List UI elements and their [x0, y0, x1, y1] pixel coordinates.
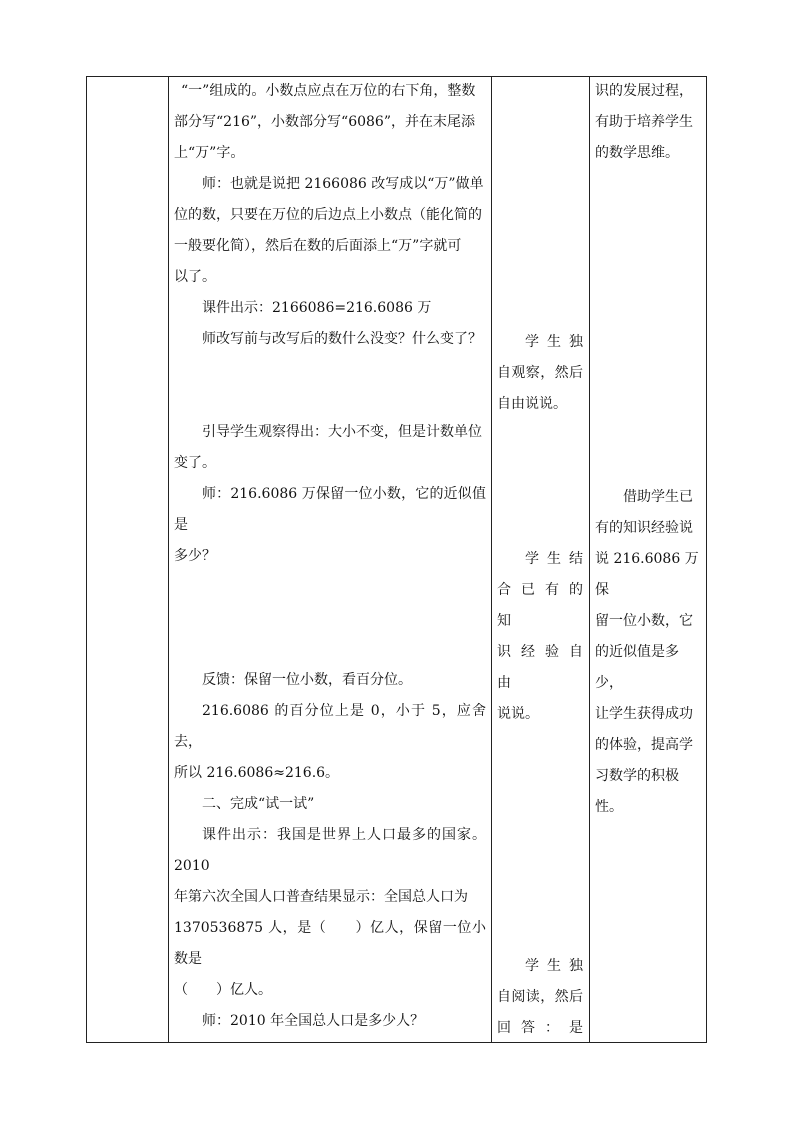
paragraph-7: 反馈：保留一位小数，看百分位。	[202, 672, 412, 688]
paragraph-4: 师改写前与改写后的数什么没变？什么变了？	[202, 331, 482, 347]
paragraph-11: 师：2010 年全国总人口是多少人？	[202, 1013, 425, 1029]
column-divider-3	[589, 76, 590, 1043]
column-divider-2	[491, 76, 492, 1043]
column-divider-1	[168, 76, 169, 1043]
paragraph-2: 师：也就是说把 2166086 改写成以“万”做单 位的数，只要在万位的后边点上小数点（能化简的 一般要化简），然后在数的后面添上“万”字就可 以了。	[174, 176, 484, 285]
design-intent-block-1: 识的发展过程， 有助于培养学生 的数学思维。	[595, 83, 693, 161]
student-activity-block-2: 学 生 结 合 已 有 的 知 识 经 验 自 由 说说。	[497, 551, 583, 722]
teaching-process-column	[174, 76, 486, 1037]
student-activity-block-3: 学 生 独 自阅读，然后 回 答 ： 是	[497, 958, 583, 1036]
paragraph-6: 师：216.6086 万保留一位小数，它的近似值是 多少？	[174, 486, 486, 564]
paragraph-1: “一”组成的。小数点应点在万位的右下角，整数 部分写“216”，小数部分写“6086”，并在末尾添 上“万”字。	[174, 83, 476, 161]
paragraph-3: 课件出示：2166086=216.6086 万	[202, 300, 432, 316]
spacer	[174, 572, 486, 665]
paragraph-10: 课件出示：我国是世界上人口最多的国家。2010 年第六次全国人口普查结果显示：全国总人口为 1370536875 人，是（ ）亿人，保留一位小数是 （ ）亿人。	[174, 827, 486, 998]
paragraph-9: 二、完成“试一试”	[202, 796, 315, 812]
design-intent-block-2: 借助学生已 有的知识经验说 说 216.6086 万保 留一位小数，它 的近似值是多少， 让学生获得成功 的体验，提高学 习数学的积极性。	[595, 489, 699, 815]
paragraph-5: 引导学生观察得出：大小不变，但是计数单位 变了。	[174, 424, 482, 471]
paragraph-8: 216.6086 的百分位上是 0，小于 5，应舍去， 所以 216.6086≈216.6。	[174, 703, 486, 781]
student-activity-block-1: 学 生 独 自观察，然后 自由说说。	[497, 334, 583, 412]
spacer	[174, 355, 486, 417]
